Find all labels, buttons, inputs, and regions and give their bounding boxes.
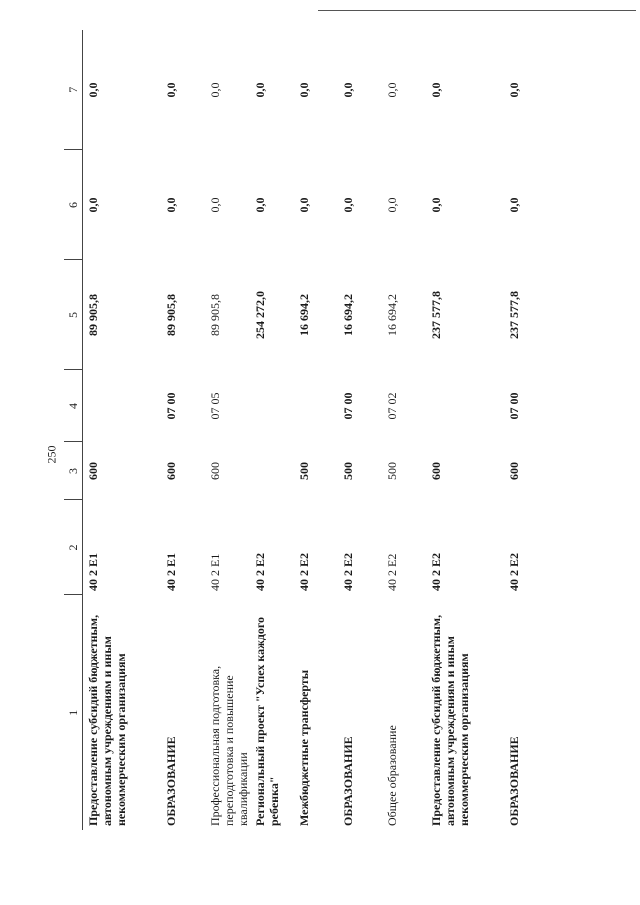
row-value-5: 237 577,8 — [506, 291, 521, 339]
row-name: ОБРАЗОВАНИЕ — [506, 736, 521, 826]
row-expense-type — [250, 442, 294, 500]
table-row — [382, 30, 426, 830]
table-row — [161, 30, 205, 830]
row-section — [294, 370, 338, 442]
page-number: 250 — [44, 445, 59, 464]
row-value-6: 0,0 — [506, 197, 521, 213]
row-code: 40 2 E1 — [207, 553, 222, 591]
top-rule — [318, 10, 636, 11]
row-value-7: 0,0 — [428, 82, 443, 98]
table-row — [504, 30, 548, 830]
row-value-5: 89 905,8 — [163, 294, 178, 336]
column-header-6: 6 — [64, 150, 83, 260]
row-name: Межбюджетные трансферты — [296, 669, 311, 826]
row-name: Предоставление субсидий бюджетным, автономным учреждениям и иным некоммерческим организациям — [428, 614, 471, 826]
row-code: 40 2 E1 — [163, 552, 178, 591]
row-section: 07 05 — [207, 392, 222, 420]
table-row — [83, 30, 161, 830]
row-value-5: 16 694,2 — [340, 294, 355, 336]
row-value-6: 0,0 — [86, 197, 100, 213]
header-row — [64, 30, 83, 830]
row-section — [426, 370, 504, 442]
row-code: 40 2 E2 — [340, 552, 355, 591]
row-value-7: 0,0 — [296, 82, 311, 98]
row-expense-type: 500 — [340, 462, 355, 480]
row-code: 40 2 E2 — [384, 553, 399, 591]
table-row — [338, 30, 382, 830]
row-value-7: 0,0 — [384, 82, 399, 98]
row-section: 07 00 — [340, 392, 355, 420]
column-header-4: 4 — [64, 370, 83, 442]
column-header-5: 5 — [64, 260, 83, 370]
table-header — [64, 30, 83, 830]
budget-table — [64, 30, 548, 830]
row-section — [83, 370, 161, 442]
row-value-6: 0,0 — [296, 197, 311, 213]
row-expense-type: 600 — [86, 462, 100, 480]
row-code: 40 2 E2 — [428, 552, 443, 591]
row-name: ОБРАЗОВАНИЕ — [340, 736, 355, 826]
row-code: 40 2 E1 — [86, 552, 100, 591]
row-value-5: 89 905,8 — [86, 294, 100, 336]
row-name: ОБРАЗОВАНИЕ — [163, 736, 178, 826]
row-code: 40 2 E2 — [506, 552, 521, 591]
row-expense-type: 600 — [506, 462, 521, 480]
row-value-6: 0,0 — [340, 197, 355, 213]
row-name: Профессиональная подготовка, переподготовка и повышение квалификации — [207, 665, 250, 826]
row-value-7: 0,0 — [252, 82, 267, 98]
table-row — [205, 30, 250, 830]
row-value-5: 16 694,2 — [296, 294, 311, 336]
row-expense-type: 600 — [428, 462, 443, 480]
row-value-6: 0,0 — [384, 197, 399, 213]
row-value-7: 0,0 — [506, 82, 521, 98]
column-header-3: 3 — [64, 442, 83, 500]
row-value-7: 0,0 — [163, 82, 178, 98]
row-name: Региональный проект "Успех каждого ребенка" — [252, 616, 281, 826]
row-name: Предоставление субсидий бюджетным, автономным учреждениям и иным некоммерческим организациям — [86, 614, 128, 826]
row-expense-type: 600 — [163, 462, 178, 480]
table-row — [426, 30, 504, 830]
row-value-7: 0,0 — [340, 82, 355, 98]
row-value-6: 0,0 — [207, 197, 222, 213]
row-value-6: 0,0 — [428, 197, 443, 213]
row-name: Общее образование — [384, 725, 399, 826]
row-value-7: 0,0 — [207, 82, 222, 98]
table-row — [250, 30, 294, 830]
column-header-1: 1 — [64, 595, 83, 830]
column-header-2: 2 — [64, 500, 83, 595]
table-body — [83, 30, 548, 830]
row-value-5: 16 694,2 — [384, 294, 399, 336]
row-value-5: 89 905,8 — [207, 294, 222, 336]
row-section: 07 02 — [384, 392, 399, 420]
row-code: 40 2 E2 — [296, 552, 311, 591]
row-expense-type: 600 — [207, 462, 222, 480]
row-value-7: 0,0 — [86, 82, 100, 98]
row-code: 40 2 E2 — [252, 552, 267, 591]
row-expense-type: 500 — [296, 462, 311, 480]
row-section: 07 00 — [163, 392, 178, 420]
row-value-6: 0,0 — [163, 197, 178, 213]
row-expense-type: 500 — [384, 462, 399, 480]
row-value-6: 0,0 — [252, 197, 267, 213]
column-header-7: 7 — [64, 30, 83, 150]
row-section — [250, 370, 294, 442]
row-value-5: 254 272,0 — [252, 291, 267, 339]
table-row — [294, 30, 338, 830]
row-section: 07 00 — [506, 392, 521, 420]
row-value-5: 237 577,8 — [428, 291, 443, 339]
rotated-table-container — [64, 30, 620, 830]
